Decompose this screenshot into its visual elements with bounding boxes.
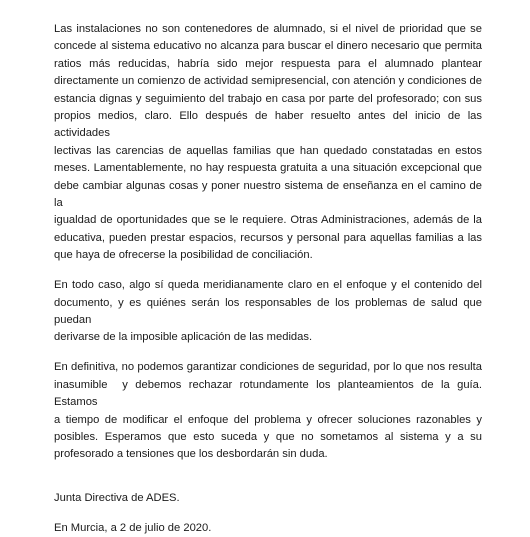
text-line: educativa, pueden prestar espacios, recursos y personal para aquellas familias a las [54, 231, 482, 244]
text-line: meses. Lamentablemente, no hay respuesta gratuita a una situación excepcional que [54, 162, 482, 175]
text-line: a tiempo de modificar el enfoque del problema y ofrecer soluciones razonables y [54, 413, 482, 426]
text-line: En todo caso, algo sí queda meridianamente claro en el enfoque y el contenido del [54, 279, 482, 292]
text-line: concede al sistema educativo no alcanza para buscar el dinero necesario que permita [54, 40, 482, 53]
text-line: propios medios, claro. Ello después de haber resuelto antes del inicio de las actividades [54, 110, 482, 140]
text-line: posibles. Esperamos que esto suceda y que no sometamos al sistema y a su [54, 430, 482, 443]
text-line: derivarse de la imposible aplicación de las medidas. [54, 331, 313, 344]
text-line: En definitiva, no podemos garantizar condiciones de seguridad, por lo que nos resulta [54, 361, 482, 374]
text-line: lectivas las carencias de aquellas familias que han quedado constatadas en estos [54, 144, 482, 157]
paragraph-conclusion [54, 359, 486, 463]
text-line: ratios más reducidas, habría sido mejor respuesta para el alumnado plantear [54, 57, 482, 70]
paragraph-facilities [54, 21, 482, 265]
text-line: igualdad de oportunidades que se le requiere. Otras Administraciones, además de la [54, 214, 482, 227]
text-line: directamente un comienzo de actividad semipresencial, con atención y condiciones de [54, 75, 482, 88]
date-line: En Murcia, a 2 de julio de 2020. [54, 521, 212, 534]
text-line: Las instalaciones no son contenedores de alumnado, si el nivel de prioridad que se [54, 23, 482, 35]
text-line: inasumible y debemos rechazar rotundamente los planteamientos de la guía. Estamos [54, 378, 486, 409]
text-line: documento, y es quiénes serán los responsables de los problemas de salud que puedan [54, 296, 482, 326]
text-line: debe cambiar algunas cosas y poner nuestro sistema de enseñanza en el camino de la [54, 179, 482, 210]
text-line: estancia dignas y seguimiento del trabajo en casa por parte del profesorado; con sus [54, 92, 482, 105]
paragraph-responsibility [54, 277, 482, 347]
text-line: profesorado a tensiones que los desbordarán sin duda. [54, 448, 328, 461]
text-line: que haya de ofrecerse la posibilidad de conciliación. [54, 249, 313, 262]
document-body [54, 21, 486, 537]
signature-line: Junta Directiva de ADES. [54, 491, 180, 504]
